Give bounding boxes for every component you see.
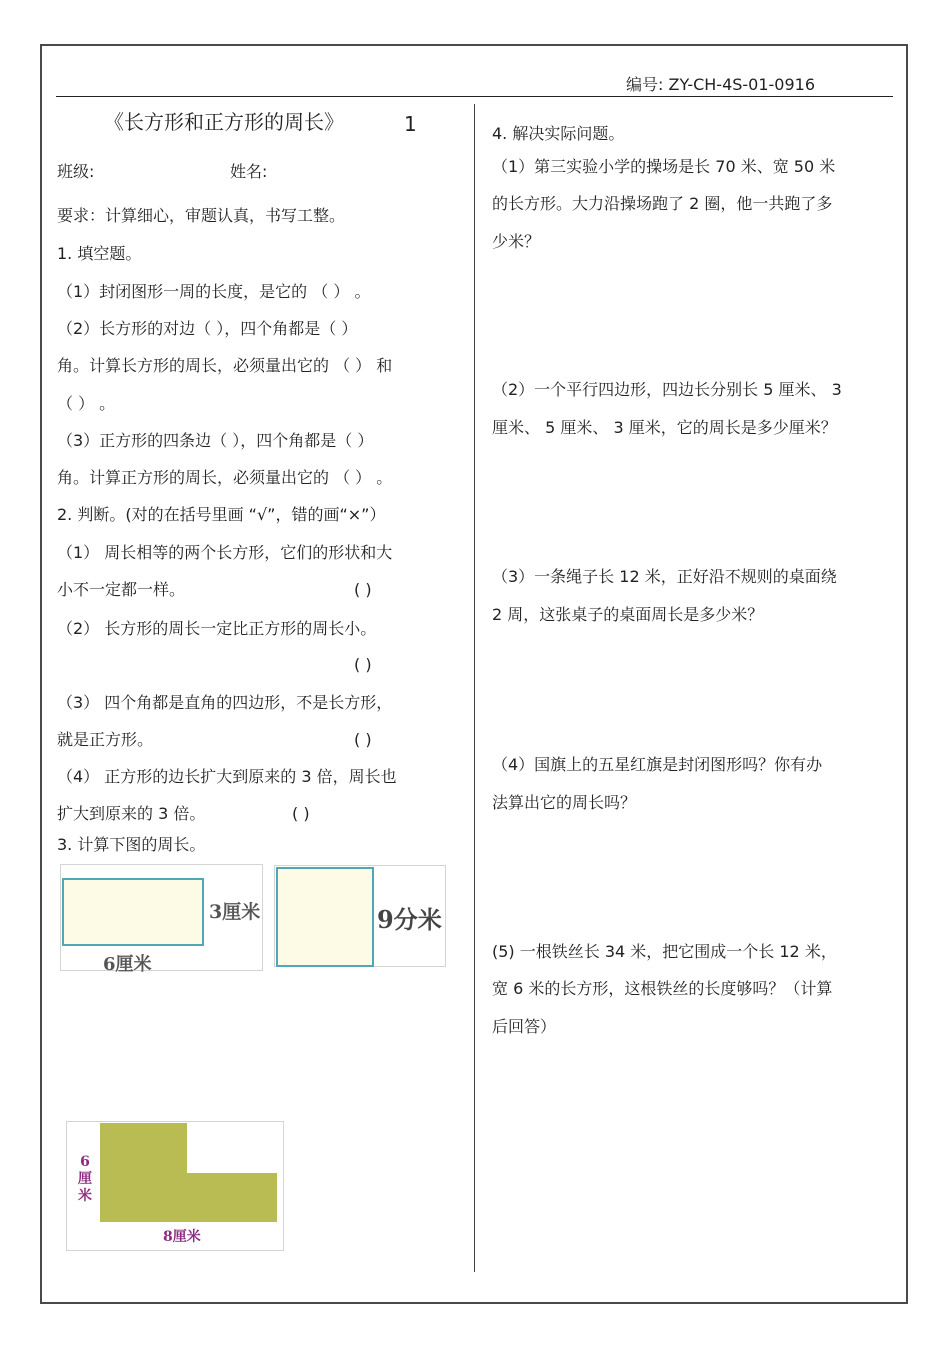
q2-item-4-line2: 扩大到原来的 3 倍。	[57, 804, 206, 823]
q2-item-1-line1: （1） 周长相等的两个长方形，它们的形状和大	[57, 543, 393, 562]
q4-problem-1-line2: 的长方形。大力沿操场跑了 2 圈，他一共跑了多	[492, 194, 833, 213]
q3-heading: 3. 计算下图的周长。	[57, 835, 206, 854]
q4-problem-1-line3: 少米？	[492, 232, 541, 251]
q1-item-3-line2: 角。计算正方形的周长，必须量出它的 （ ） 。	[57, 468, 393, 487]
q1-heading: 1. 填空题。	[57, 244, 142, 263]
q4-problem-5-line2: 宽 6 米的长方形，这根铁丝的长度够吗？（计算	[492, 979, 833, 998]
l-shape-height-label: 6厘米	[78, 1154, 92, 1204]
rectangle-shape	[62, 878, 204, 946]
q1-item-2-line3: （ ） 。	[57, 394, 116, 413]
square-shape	[276, 867, 374, 967]
q2-item-3-answer[interactable]: ( )	[354, 730, 372, 749]
q2-item-1-answer[interactable]: ( )	[354, 580, 372, 599]
q1-item-2-line1: （2）长方形的对边（ ），四个角都是（ ）	[57, 319, 358, 338]
q1-item-1: （1）封闭图形一周的长度，是它的 （ ） 。	[57, 282, 371, 301]
q2-item-3-line1: （3） 四个角都是直角的四边形，不是长方形，	[57, 693, 393, 712]
q4-heading: 4. 解决实际问题。	[492, 124, 625, 143]
name-label: 姓名:	[230, 162, 268, 181]
q2-item-4-line1: （4） 正方形的边长扩大到原来的 3 倍，周长也	[57, 767, 397, 786]
title-number: 1	[404, 112, 417, 136]
q4-problem-2-line1: （2）一个平行四边形，四边长分别长 5 厘米、 3	[492, 380, 842, 399]
page-title: 《长方形和正方形的周长》	[104, 110, 344, 134]
column-divider	[474, 104, 475, 1272]
q4-problem-3-line1: （3）一条绳子长 12 米，正好沿不规则的桌面绕	[492, 567, 837, 586]
figure-rectangle	[60, 864, 263, 975]
q4-problem-5-line3: 后回答）	[492, 1017, 557, 1036]
q2-item-2-answer[interactable]: ( )	[354, 655, 372, 674]
serial-number: 编号: ZY-CH-4S-01-0916	[626, 75, 816, 94]
q2-item-4-answer[interactable]: ( )	[292, 804, 310, 823]
q4-problem-4-line2: 法算出它的周长吗？	[492, 793, 637, 812]
class-label: 班级:	[57, 162, 95, 181]
q2-item-3-line2: 就是正方形。	[57, 730, 154, 749]
q1-item-3-line1: （3）正方形的四条边（ ），四个角都是（ ）	[57, 431, 374, 450]
header-rule	[56, 96, 893, 97]
q4-problem-4-line1: （4）国旗上的五星红旗是封闭图形吗？你有办	[492, 755, 823, 774]
requirement-text: 要求：计算细心，审题认真，书写工整。	[57, 206, 346, 225]
figure-l-shape	[66, 1121, 284, 1251]
q4-problem-5-line1: (5) 一根铁丝长 34 米，把它围成一个长 12 米，	[492, 942, 837, 961]
figure-square	[274, 865, 446, 967]
q2-heading: 2. 判断。(对的在括号里画 “√”，错的画“×”）	[57, 505, 386, 524]
q4-problem-2-line2: 厘米、 5 厘米、 3 厘米，它的周长是多少厘米？	[492, 418, 837, 437]
q4-problem-3-line2: 2 周，这张桌子的桌面周长是多少米？	[492, 605, 764, 624]
q2-item-1-line2: 小不一定都一样。	[57, 580, 186, 599]
q1-item-2-line2: 角。计算长方形的周长，必须量出它的 （ ） 和	[57, 356, 393, 375]
l-shape-width-label: 8厘米	[163, 1229, 201, 1245]
rectangle-width-label: 6厘米	[103, 954, 152, 975]
q4-problem-1-line1: （1）第三实验小学的操场是长 70 米、宽 50 米	[492, 157, 836, 176]
q2-item-2-line1: （2） 长方形的周长一定比正方形的周长小。	[57, 619, 377, 638]
square-side-label: 9分米	[377, 905, 442, 934]
rectangle-height-label: 3厘米	[209, 901, 261, 923]
